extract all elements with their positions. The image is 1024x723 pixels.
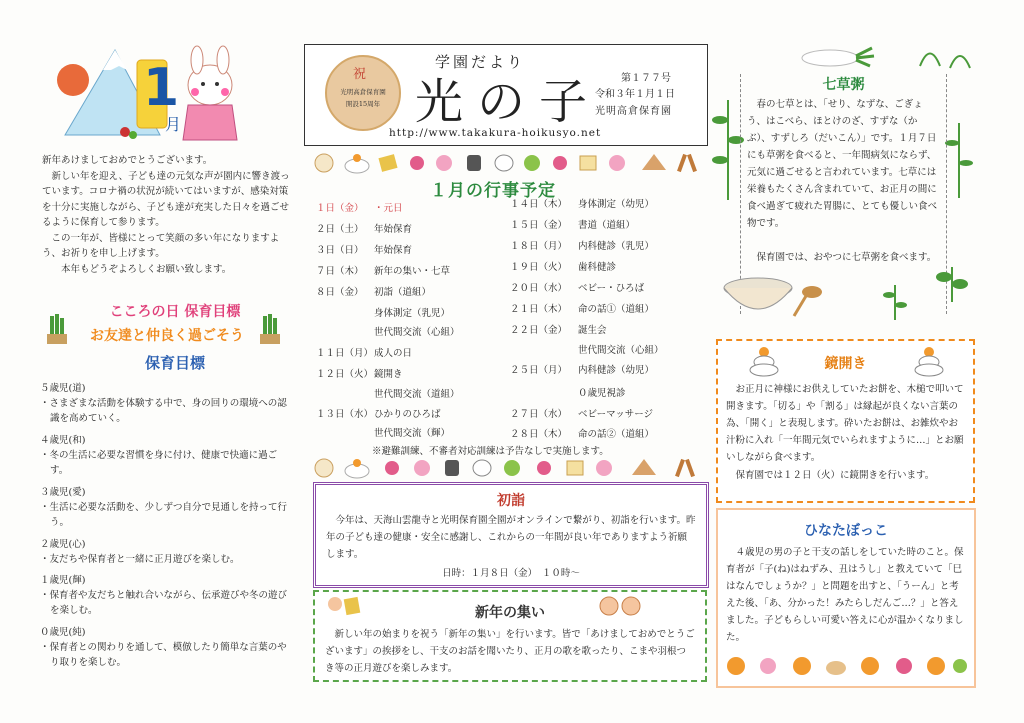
issue-date: 令和３年１月１日: [595, 89, 675, 100]
website-url[interactable]: http://www.takakura-hoikusyo.net: [389, 127, 602, 139]
event-row: [510, 426, 654, 444]
hatsumode-box: [313, 482, 709, 588]
events-title: １月の行事予定: [430, 181, 556, 201]
intro-section: [42, 153, 290, 277]
event-row: １日（金） ・元日: [316, 200, 403, 218]
age-goal: [40, 381, 292, 433]
month-unit: 月: [165, 115, 182, 134]
age-label: ４歳児(和): [40, 435, 86, 446]
age-goal: [40, 573, 292, 625]
event-row: [316, 425, 450, 443]
event-name: 誕生会: [578, 325, 607, 336]
intro-paragraph: この一年が、皆様にとって笑顔の多い年になりますよう、お祈りを申し上げます。: [42, 232, 280, 259]
event-name: 初詣（道組）: [374, 287, 432, 298]
events-note: ※避難訓練、不審者対応訓練は予告なしで実施します。: [372, 446, 609, 457]
age-desc: ・さまざまな活動を体験する中で、身の回りの環境への認識を高めていく。: [40, 398, 287, 424]
herb-icon: [944, 118, 974, 202]
herb-icon: [880, 280, 910, 324]
event-name: 身体測定（乳児）: [374, 308, 451, 319]
event-name: ０歳児視診: [578, 388, 626, 399]
hinata-body: ４歳児の男の子と干支の話しをしていた時のこと。保育者が「子(ね)はねずみ、丑はうし」と教えていて「巳はなんでしょうか？」と問題を出すと、「うーん」と考えた後、「あ、分かった！みたらしだんご…？」と答えました。子どもらしい可愛い答えに心が温かくなりました。: [726, 547, 964, 643]
intro-greeting: 新年あけましておめでとうございます。: [42, 155, 213, 166]
event-name: 内科健診（乳児）: [578, 241, 655, 252]
age-desc: ・生活に必要な活動を、少しずつ自分で見通しを持って行う。: [40, 502, 288, 528]
porridge-bowl-icon: [720, 270, 830, 326]
event-name: 命の話①（道組）: [578, 304, 655, 315]
seal-name: 光明高倉保育園: [340, 88, 386, 96]
event-date: ２２日（金）: [510, 325, 568, 336]
event-row: [316, 366, 403, 384]
newyear-children-icon: [597, 594, 645, 624]
event-name: 身体測定（幼児）: [578, 199, 655, 210]
nanakusa-body: 春の七草とは、「せり、なずな、ごぎょう、はこべら、ほとけのざ、すずな（かぶ）、すずしろ（だいこん）」です。１月７日にも草粥を食べると、一年間病気にならず、元気に過ごせると言われています。七草には栄養もたくさん含まれていて、お正月の間に食べ過ぎて疲れた胃腸に、とても優しい食べ物です。: [747, 99, 938, 229]
event-name: 成人の日: [374, 348, 413, 359]
event-row: [510, 238, 654, 256]
event-date: １日（金）: [316, 203, 364, 214]
event-date: １５日（金）: [510, 220, 568, 231]
event-name: ひかりのひろば: [374, 409, 441, 420]
age-goal: [40, 625, 292, 677]
age-goal: [40, 485, 292, 537]
event-row: [510, 362, 654, 380]
newsletter-title: 光の子: [415, 74, 602, 130]
age-desc: ・冬の生活に必要な習慣を身に付け、健康で快適に過ごす。: [40, 450, 278, 476]
event-name: 命の話②（道組）: [578, 429, 655, 440]
goals-title: 保育目標: [144, 354, 205, 372]
masthead: [304, 44, 708, 146]
event-date: ８日（金）: [316, 287, 364, 298]
event-row: [316, 242, 412, 260]
event-row: [316, 284, 431, 302]
goals-heading: こころの日 保育目標: [109, 304, 241, 320]
goals-subheading: お友達と仲良く過ごそう: [90, 328, 244, 344]
event-name: ベビー・ひろば: [578, 283, 645, 294]
event-row: [316, 263, 450, 281]
tangerine-row-icon: [724, 654, 968, 682]
event-row: [316, 345, 412, 363]
event-row: [510, 342, 664, 360]
age-label: ０歳児(純): [40, 627, 86, 638]
event-name: 新年の集い・七草: [374, 266, 451, 277]
kagami-body: お正月に神様にお供えしていたお餅を、木槌で叩いて開きます。「切る」や「割る」は縁起が良くない言葉の為、「開く」と表現します。砕いたお餅は、お雑炊やお汁粉に入れ「一年間元気でいられますように…」とお願いしながら食べます。: [726, 384, 964, 463]
hatsumode-body: 今年は、天海山雲龍寺と光明保育園全園がオンラインで繋がり、初詣を行います。昨年の子ども達の健康・安全に感謝し、これからの一年間が良い年でありますよう祈願します。: [326, 515, 696, 560]
vegetables-illustration: [800, 36, 980, 76]
intro-closing: 本年もどうぞよろしくお願い致します。: [61, 263, 232, 275]
event-row: [316, 305, 450, 323]
event-date: ７日（木）: [316, 266, 364, 277]
event-row: [316, 324, 460, 342]
age-goal: [40, 433, 292, 485]
kagami-mochi-icon: [913, 347, 945, 381]
age-desc: ・保育者との関わりを通して、模倣したり簡単な言葉のやり取りを楽しむ。: [40, 642, 287, 668]
event-name: ベビーマッサージ: [578, 409, 654, 420]
kagami-body2: 保育園では１２日（火）に鏡開きを行います。: [735, 470, 935, 481]
age-desc: ・保育者や友だちと触れ合いながら、伝承遊びや冬の遊びを楽しむ。: [40, 590, 288, 616]
event-date: １２日（火）: [316, 369, 374, 380]
event-date: ２７日（水）: [510, 409, 568, 420]
event-row: [316, 406, 441, 424]
kadomatsu-icon: [44, 312, 70, 350]
event-row: [510, 259, 616, 277]
event-name: 年始保育: [374, 224, 413, 235]
events-list-left: [316, 200, 496, 440]
event-name: 世代間交流（心組）: [578, 345, 664, 356]
age-label: ５歳児(道): [40, 383, 86, 394]
intro-paragraph: 新しい年を迎え、子ども達の元気な声が園内に響き渡っています。コロナ禍の状況が続いてはいますが、感染対策を十分に実施しながら、子ども達が充実した日々を過ごせるように保育して参ります。: [42, 170, 290, 228]
event-row: [510, 217, 635, 235]
event-name: 世代間交流（道組）: [374, 389, 460, 400]
newyear-title: 新年の集い: [475, 605, 545, 621]
event-name: 歯科健診: [578, 262, 617, 273]
event-name: 鏡開き: [374, 369, 403, 380]
month-number: 1: [143, 58, 180, 118]
event-date: １１日（月）: [316, 348, 374, 359]
event-name: 内科健診（幼児）: [578, 365, 655, 376]
seal-mark: 祝: [353, 67, 367, 82]
age-desc: ・友だちや保育者と一緒に正月遊びを楽しむ。: [40, 554, 240, 565]
event-name: 世代間交流（輝）: [374, 428, 451, 439]
event-row: [510, 301, 654, 319]
age-label: ３歳児(愛): [40, 487, 86, 498]
event-date: １９日（火）: [510, 262, 568, 273]
event-date: ３日（日）: [316, 245, 364, 256]
month-illustration: [45, 40, 245, 150]
hinata-title: ひなたぼっこ: [804, 523, 888, 539]
event-date: ２８日（木）: [510, 429, 568, 440]
event-date: ２０日（水）: [510, 283, 568, 294]
event-name: 世代間交流（心組）: [374, 327, 460, 338]
new-year-deco-row: [312, 150, 707, 176]
publisher: 光明高倉保育園: [595, 106, 672, 117]
age-label: ２歳児(心): [40, 539, 86, 550]
event-row: [316, 386, 460, 404]
event-date: ２日（土）: [316, 224, 364, 235]
event-row: [510, 322, 607, 340]
event-date: １８日（月）: [510, 241, 568, 252]
nanakusa-body2: 保育園では、おやつに七草粥を食べます。: [756, 252, 937, 263]
herb-icon: [932, 262, 972, 306]
newyear-box: [313, 590, 707, 682]
age-goals-list: [40, 381, 292, 677]
events-list-right: [510, 196, 705, 441]
event-name: 元日: [383, 203, 403, 214]
event-row: [510, 385, 626, 403]
event-name: 年始保育: [374, 245, 413, 256]
event-date: ２１日（木）: [510, 304, 568, 315]
issue-number: 第１７７号: [621, 73, 671, 84]
nanakusa-title: 七草粥: [822, 77, 865, 93]
kagami-title: 鏡開き: [824, 356, 867, 372]
event-date: １４日（木）: [510, 199, 568, 210]
event-row: [316, 221, 412, 239]
kagami-box: [716, 339, 975, 503]
seal-anniversary: 開設15周年: [345, 100, 381, 108]
event-date: ２５日（月）: [510, 365, 568, 376]
event-row: [510, 406, 653, 424]
event-date: １３日（水）: [316, 409, 374, 420]
event-row: [510, 196, 654, 214]
event-name: 書道（道組）: [578, 220, 636, 231]
newsletter-subtitle: 学園だより: [435, 53, 526, 71]
hatsumode-datetime: 日時：１月８日（金） １０時～: [442, 568, 580, 579]
age-label: １歳児(輝): [40, 575, 86, 586]
event-row: [510, 280, 644, 298]
hinata-box: [716, 508, 976, 688]
new-year-deco-row: [312, 456, 707, 480]
age-goal: [40, 537, 292, 573]
newyear-body: 新しい年の始まりを祝う「新年の集い」を行います。皆で「あけましておめでとうございます」の挨拶をし、干支のお話を聞いたり、正月の歌を歌ったり、こまや羽根つき等の正月遊びを楽しみます。: [325, 629, 695, 674]
hatsumode-title: 初詣: [497, 493, 525, 509]
anniversary-seal: [325, 55, 401, 131]
